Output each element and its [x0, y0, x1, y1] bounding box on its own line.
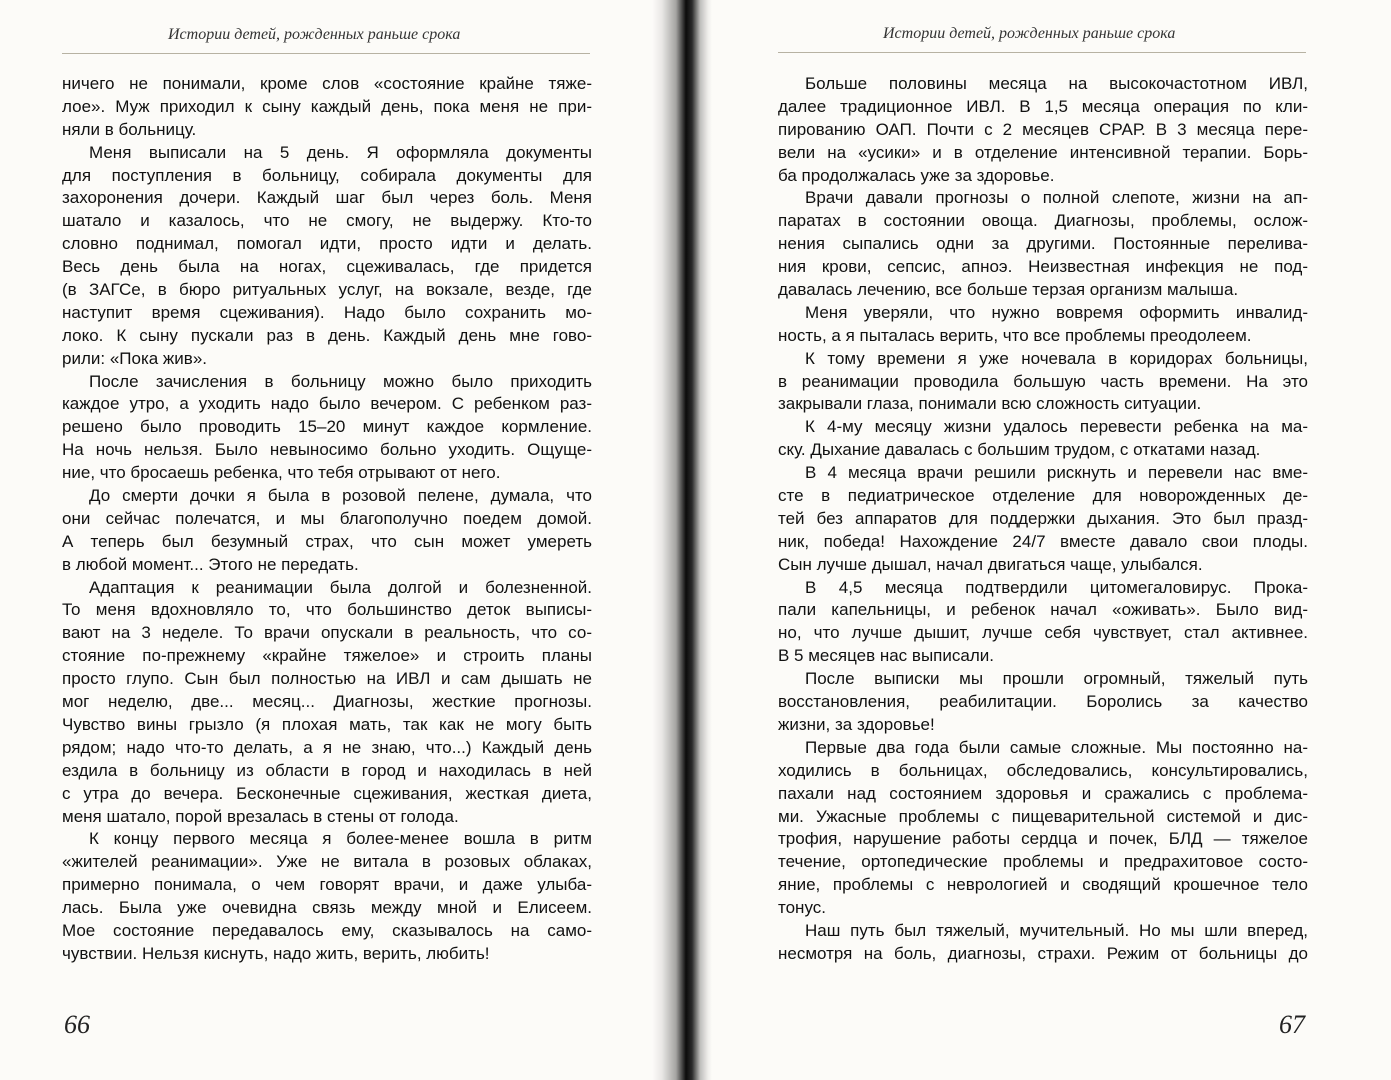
text-line: Наш путь был тяжелый, мучительный. Но мы шли вперед, [805, 920, 1308, 940]
text-line: Мое состояние передавалось ему, сказывалось на само- [62, 920, 592, 940]
text-line: словно поднимал, помогал идти, просто идти и делать. [62, 234, 592, 254]
text-line: ность, а я пыталась верить, что все проблемы преодолеем. [778, 325, 1252, 345]
left-header-rule [62, 53, 590, 54]
text-line: ездила в больницу из области в город и находилась в ней [62, 760, 592, 780]
text-line: К тому времени я уже ночевала в коридорах больницы, [805, 348, 1308, 368]
text-line: паратах в состоянии овоща. Диагнозы, проблемы, ослож- [778, 211, 1308, 231]
text-line: тей без аппаратов для поддержки дыхания. Это был празд- [778, 508, 1308, 528]
text-line: восстановления, реабилитации. Боролись за качество [778, 692, 1308, 712]
text-line: (в ЗАГСе, в бюро ритуальных услуг, на вокзале, везде, где [62, 280, 592, 300]
text-line: трофия, нарушение работы сердца и почек, БЛД — тяжелое [778, 829, 1308, 849]
right-running-head: Истории детей, рожденных раньше срока [883, 25, 1176, 42]
text-line: захоронения дочери. Каждый шаг был через боль. Меня [62, 188, 592, 208]
text-line: в реанимации проводила большую часть времени. На это [778, 371, 1308, 391]
text-line: сте в педиатрическое отделение для новорожденных де- [778, 486, 1308, 506]
text-line: просто глупо. Сын был полностью на ИВЛ и сам дышать не [62, 669, 592, 689]
text-line: До смерти дочки я была в розовой пелене, думала, что [89, 486, 592, 506]
text-line: Первые два года были самые сложные. Мы постоянно на- [805, 737, 1308, 757]
right-page-number: 67 [1279, 1010, 1305, 1039]
text-line: пахали над состоянием здоровья и сражались с проблема- [778, 783, 1308, 803]
text-line: они сейчас полечатся, и мы благополучно поедем домой. [62, 508, 592, 528]
text-line: меня шатало, порой врезалась в стены от голода. [62, 806, 459, 826]
text-line: решено было проводить 15–20 минут каждое кормление. [62, 417, 592, 437]
text-line: примерно понимала, о чем говорят врачи, и даже улыба- [62, 875, 592, 895]
left-running-head: Истории детей, рожденных раньше срока [168, 26, 461, 43]
text-line: ба продолжалась уже за здоровье. [778, 165, 1055, 185]
text-line: Больше половины месяца на высокочастотном ИВЛ, [805, 74, 1308, 93]
text-line: «жителей реанимации». Уже не витала в розовых облаках, [62, 852, 592, 872]
text-line: шатало и казалось, что не смогу, не выдержу. Кто-то [62, 211, 592, 231]
text-line: нения сыпались одни за другими. Постоянные перелива- [778, 234, 1308, 254]
text-line: ник, победа! Нахождение 24/7 вместе давало свои плоды. [778, 531, 1308, 551]
text-line: лое». Муж приходил к сыну каждый день, пока меня не при- [62, 96, 592, 116]
text-line: ничего не понимали, кроме слов «состояние крайне тяже- [62, 74, 592, 93]
right-page-text [778, 73, 1308, 966]
text-line: тонус. [778, 898, 826, 918]
left-page-text [62, 73, 592, 966]
text-line: ния крови, сепсис, апноэ. Неизвестная инфекция не под- [778, 257, 1308, 277]
text-line: яние, проблемы с неврологией и сводящий крошечное тело [778, 875, 1308, 895]
text-line: На ночь нельзя. Было невыносимо больно уходить. Ощуще- [62, 440, 592, 460]
text-line: для поступления в больницу, собирала документы для [62, 165, 592, 185]
text-line: рядом; надо что-то делать, а я не знаю, что...) Каждый день [62, 737, 592, 757]
text-line: в любой момент... Этого не передать. [62, 554, 359, 574]
text-line: А теперь был безумный страх, что сын может умереть [62, 531, 592, 551]
text-line: каждое утро, а уходить надо было вечером. С ребенком раз- [62, 394, 592, 414]
text-line: с утра до вечера. Бесконечные сцеживания, жесткая диета, [62, 783, 592, 803]
text-line: Чувство вины грызло (я плохая мать, так как не могу быть [62, 714, 592, 734]
text-line: ску. Дыхание давалась с большим трудом, с откатами назад. [778, 440, 1261, 460]
text-line: В 4 месяца врачи решили рискнуть и перевели нас вме- [805, 463, 1308, 483]
text-line: няли в больницу. [62, 119, 197, 139]
text-line: лась. Была уже очевидна связь между мной и Елисеем. [62, 898, 592, 918]
right-header-rule [778, 52, 1306, 53]
text-line: далее традиционное ИВЛ. В 1,5 месяца операция по кли- [778, 96, 1308, 116]
text-line: стояние по-прежнему «крайне тяжелое» и строить планы [62, 646, 592, 666]
text-line: Сын лучше дышал, начал двигаться чаще, улыбался. [778, 554, 1203, 574]
text-line: В 4,5 месяца подтвердили цитомегаловирус. Прока- [805, 577, 1308, 597]
text-line: Меня уверяли, что нужно вовремя оформить инвалид- [805, 302, 1308, 322]
text-line: К концу первого месяца я более-менее вошла в ритм [89, 829, 592, 849]
text-line: В 5 месяцев нас выписали. [778, 646, 994, 666]
text-line: мог неделю, две... месяц... Диагнозы, жесткие прогнозы. [62, 692, 592, 712]
text-line: Весь день была на ногах, сцеживалась, где придется [62, 257, 592, 277]
text-line: То меня вдохновляло то, что большинство деток выписы- [62, 600, 592, 620]
text-line: наступит время сцеживания). Надо было сохранить мо- [62, 302, 592, 322]
text-line: К 4-му месяцу жизни удалось перевести ребенка на ма- [805, 417, 1308, 437]
text-line: вели на «усики» и в отделение интенсивной терапии. Борь- [778, 142, 1308, 162]
text-line: После выписки мы прошли огромный, тяжелый путь [805, 669, 1308, 689]
text-line: но, что лучше дышит, лучше себя чувствует, стал активнее. [778, 623, 1308, 643]
text-line: Адаптация к реанимации была долгой и болезненной. [89, 577, 592, 597]
text-line: закрывали глаза, понимали всю сложность ситуации. [778, 394, 1202, 414]
text-line: рили: «Пока жив». [62, 348, 208, 368]
book-gutter [652, 0, 712, 1080]
text-line: Врачи давали прогнозы о полной слепоте, жизни на ап- [805, 188, 1308, 208]
text-line: давалась лечению, все больше терзая организм малыша. [778, 280, 1239, 300]
text-line: вают на 3 неделе. То врачи опускали в реальность, что со- [62, 623, 592, 643]
text-line: пали капельницы, и ребенок начал «оживать». Было вид- [778, 600, 1308, 620]
text-line: локо. К сыну пускали раз в день. Каждый день мне гово- [62, 325, 592, 345]
text-line: ние, что бросаешь ребенка, что тебя отрывают от него. [62, 463, 501, 483]
text-line: жизни, за здоровье! [778, 714, 935, 734]
text-line: течение, ортопедические проблемы и предрахитовое состо- [778, 852, 1308, 872]
text-line: После зачисления в больницу можно было приходить [89, 371, 592, 391]
text-line: несмотря на боль, диагнозы, страхи. Режим от больницы до [778, 943, 1308, 963]
text-line: чувствии. Нельзя киснуть, надо жить, верить, любить! [62, 943, 490, 963]
text-line: ми. Ужасные проблемы с пищеварительной системой и дис- [778, 806, 1308, 826]
text-line: пированию ОАП. Почти с 2 месяцев СРАР. В 3 месяца пере- [778, 119, 1308, 139]
text-line: ходились в больницах, обследовались, консультировались, [778, 760, 1308, 780]
left-page-number: 66 [64, 1010, 90, 1039]
text-line: Меня выписали на 5 день. Я оформляла документы [89, 142, 592, 162]
